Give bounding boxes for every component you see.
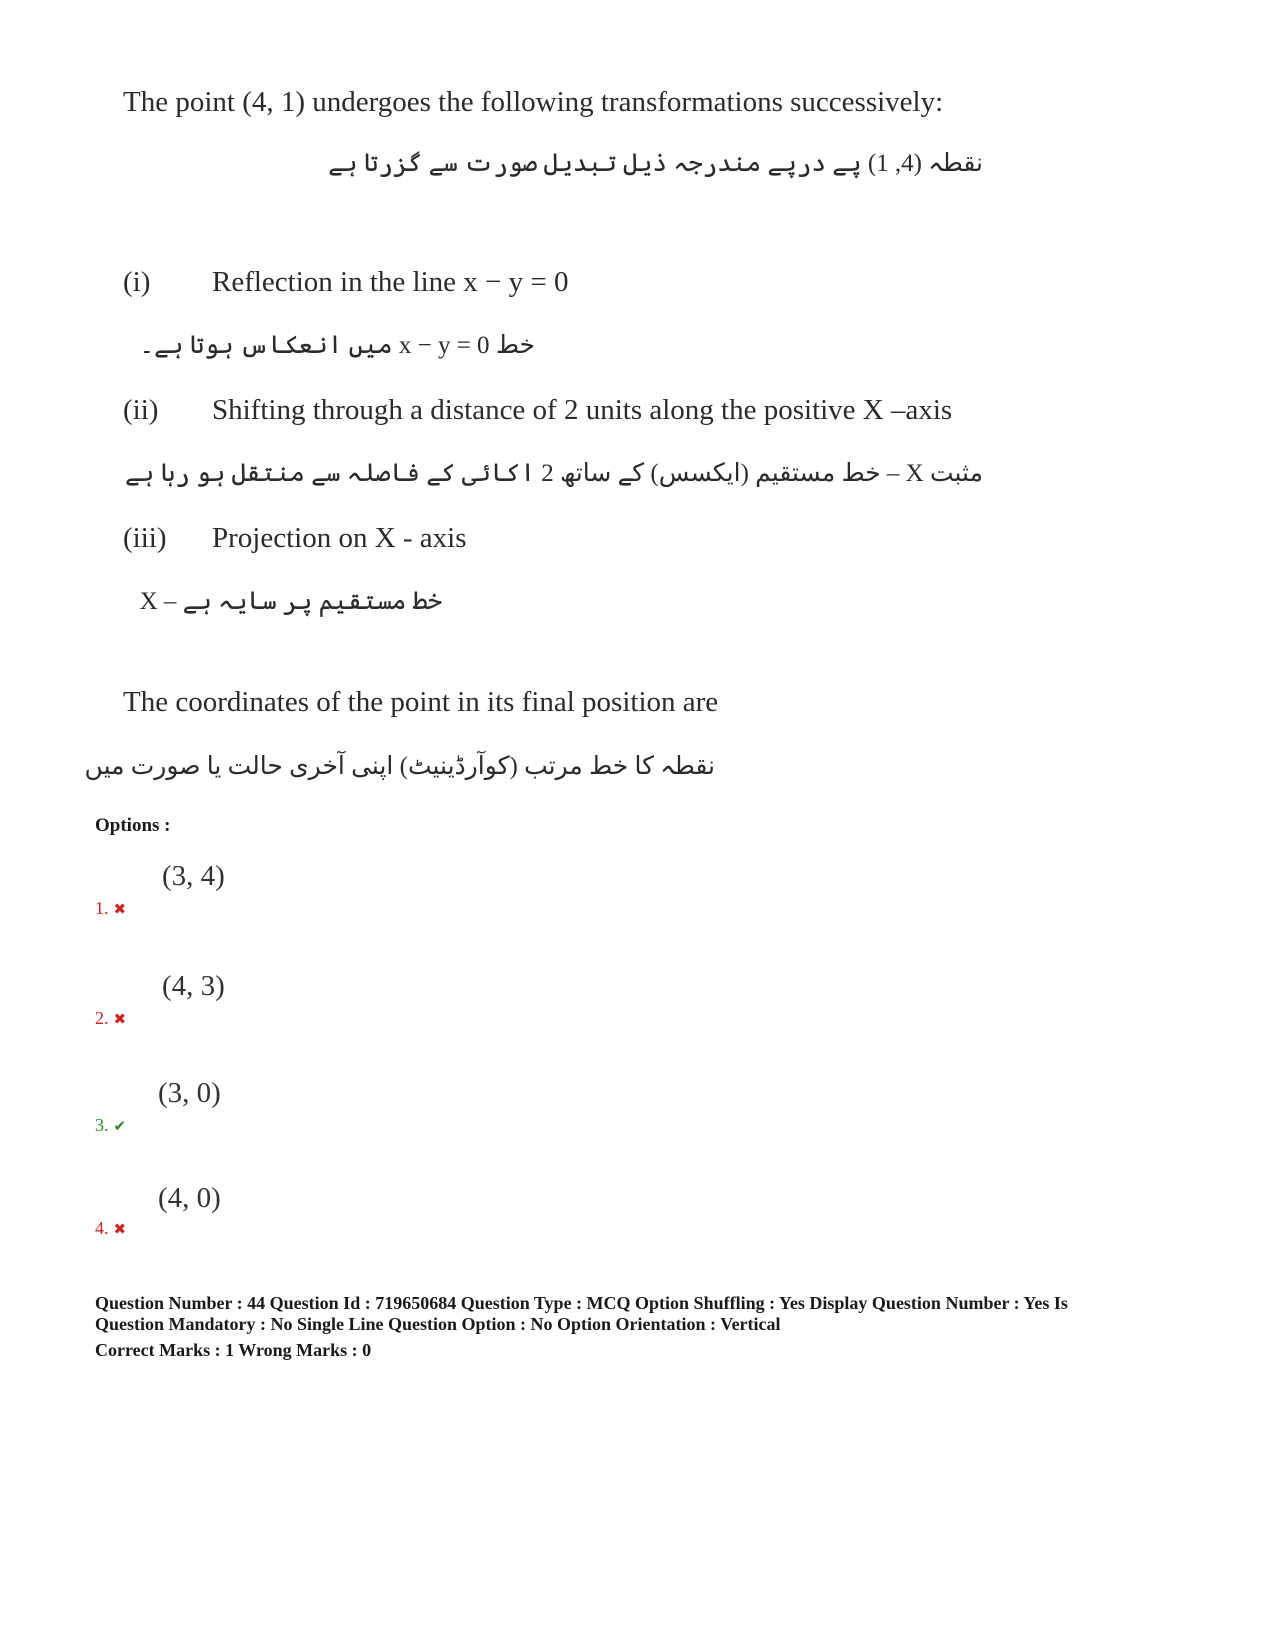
option-number: 1. — [95, 898, 109, 918]
item-number-3: (iii) — [123, 522, 167, 554]
option-3-number — [95, 1115, 126, 1136]
item-urdu-3: X – خط مستقیم پر سایہ ہے — [139, 588, 442, 615]
item-number-1: (i) — [123, 266, 151, 298]
question-marks: Correct Marks : 1 Wrong Marks : 0 — [95, 1340, 372, 1360]
wrong-cross-icon: ✖ — [113, 1010, 127, 1028]
question-intro-urdu: نقطہ (4, 1) پے درپے مندرجہ ذیل تبدیل صورت سے گزرتا ہے — [328, 150, 983, 177]
item-number-2: (ii) — [123, 394, 159, 426]
correct-check-icon: ✔ — [113, 1117, 127, 1135]
option-number: 4. — [95, 1218, 109, 1238]
question-final-urdu: نقطہ کا خط مرتب (کوآرڈینیٹ) اپنی آخری حالت یا صورت میں — [84, 753, 715, 780]
item-urdu-1: خط x − y = 0 میں انعکاس ہوتا ہے۔ — [139, 332, 535, 359]
question-meta-line-1: Question Number : 44 Question Id : 719650684 Question Type : MCQ Option Shuffling : Yes Display Question Number : Yes Is — [95, 1293, 1068, 1313]
question-intro: The point (4, 1) undergoes the following transformations successively: — [123, 86, 944, 118]
question-final: The coordinates of the point in its final position are — [123, 686, 719, 718]
option-1-number — [95, 898, 126, 919]
item-text-2: Shifting through a distance of 2 units along the positive X –axis — [212, 394, 953, 426]
option-3-value[interactable]: (3, 0) — [158, 1077, 221, 1109]
wrong-cross-icon: ✖ — [113, 1220, 127, 1238]
option-number: 3. — [95, 1115, 109, 1135]
option-4-number — [95, 1218, 126, 1239]
options-label: Options : — [95, 815, 171, 836]
option-2-value[interactable]: (4, 3) — [162, 970, 225, 1002]
question-meta-line-2: Question Mandatory : No Single Line Question Option : No Option Orientation : Vertical — [95, 1314, 781, 1334]
option-2-number — [95, 1008, 126, 1029]
item-text-3: Projection on X - axis — [212, 522, 467, 554]
option-1-value[interactable]: (3, 4) — [162, 860, 225, 892]
item-urdu-2: مثبت X – خط مستقیم (ایکسس) کے ساتھ 2 اکائی کے فاصلہ سے منتقل ہو رہا ہے — [125, 460, 983, 487]
option-4-value[interactable]: (4, 0) — [158, 1182, 221, 1214]
wrong-cross-icon: ✖ — [113, 900, 127, 918]
item-text-1: Reflection in the line x − y = 0 — [212, 266, 569, 298]
option-number: 2. — [95, 1008, 109, 1028]
